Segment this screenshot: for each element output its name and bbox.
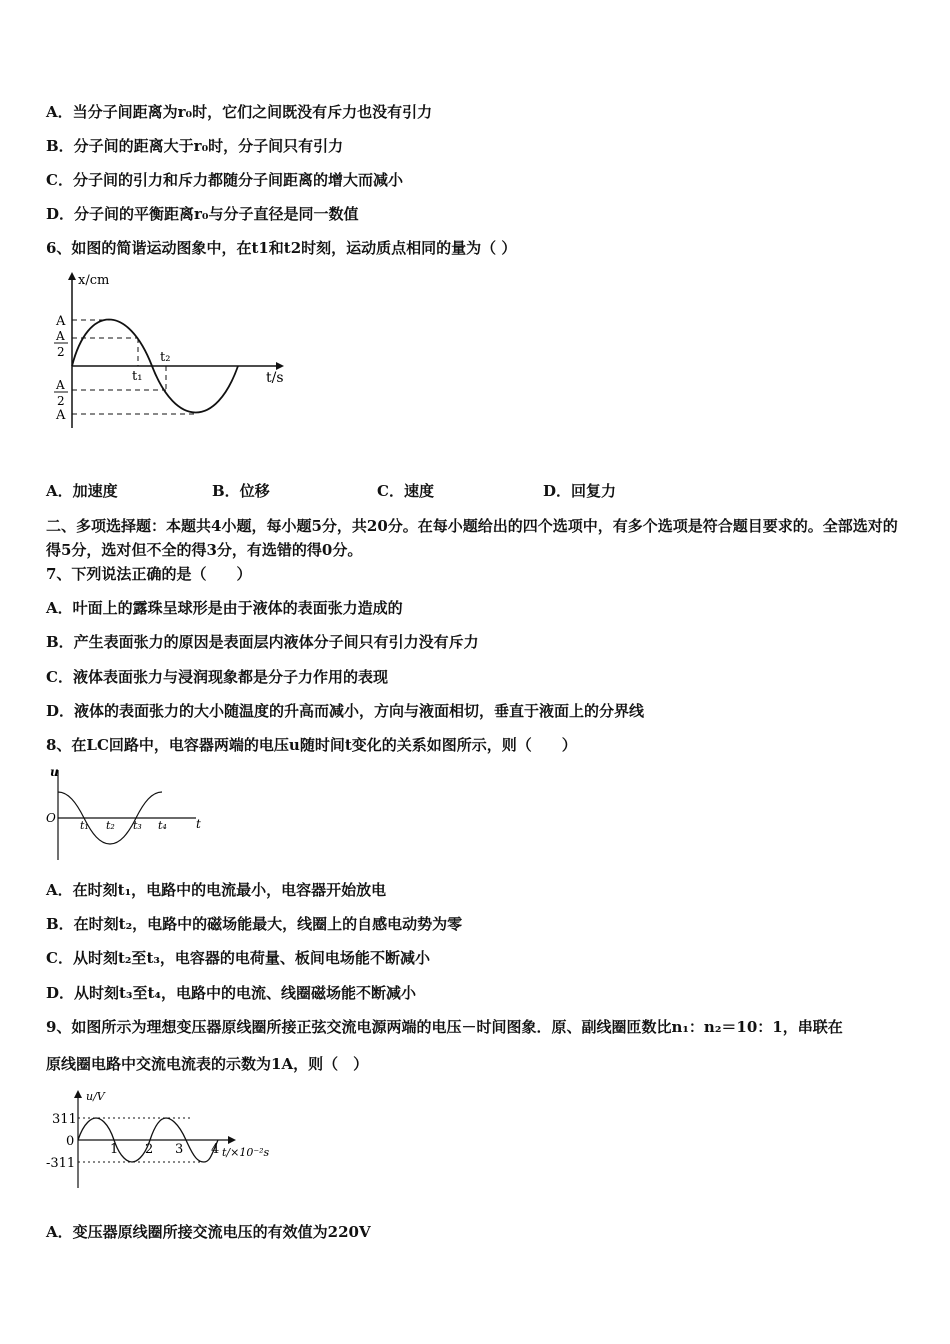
q6-x-label: t/s	[266, 370, 284, 386]
q6-option-b: B．位移	[212, 482, 270, 500]
q8-option-d: D．从时刻t₃至t₄，电路中的电流、线圈磁场能不断减小	[46, 984, 417, 1002]
q6-label-neg-A: A	[56, 408, 66, 423]
q9-tick-1: 1	[110, 1142, 119, 1157]
q9-stem-line2: 原线圈电路中交流电流表的示数为1A，则（ ）	[46, 1055, 369, 1073]
q9-tick-4: 4	[211, 1142, 220, 1157]
q9-x-arrow	[228, 1136, 236, 1144]
q6-option-a: A．加速度	[46, 482, 118, 500]
q7-option-a: A．叶面上的露珠呈球形是由于液体的表面张力造成的	[46, 599, 403, 617]
q8-option-a: A．在时刻t₁，电路中的电流最小，电容器开始放电	[46, 881, 387, 899]
q6-y-label: x/cm	[78, 273, 110, 288]
q7-option-b: B．产生表面张力的原因是表面层内液体分子间只有引力没有斥力	[46, 633, 479, 651]
q8-x-label: t	[196, 817, 201, 831]
q8-option-b: B．在时刻t₂，电路中的磁场能最大，线圈上的自感电动势为零	[46, 915, 463, 933]
q6-label-neg-halfA-den: 2	[57, 394, 65, 408]
q6-y-arrow	[68, 272, 76, 280]
q6-x-arrow	[276, 362, 284, 370]
q7-stem: 7、下列说法正确的是（ ）	[46, 565, 252, 583]
q9-option-a: A．变压器原线圈所接交流电压的有效值为220V	[46, 1223, 371, 1241]
q9-label-min: -311	[46, 1156, 76, 1171]
q6-label-halfA-den: 2	[57, 345, 65, 359]
q9-stem-line1: 9、如图所示为理想变压器原线圈所接正弦交流电源两端的电压－时间图象．原、副线圈匝数比n₁：n₂＝10：1，串联在	[46, 1018, 843, 1036]
q9-label-zero: 0	[66, 1134, 75, 1149]
q6-label-A: A	[56, 314, 66, 329]
q6-stem: 6、如图的简谐运动图象中，在t1和t2时刻，运动质点相同的量为（ ）	[46, 239, 517, 257]
q6-shm-graph	[0, 268, 320, 438]
q8-origin-label: O	[46, 811, 56, 825]
q8-stem: 8、在LC回路中，电容器两端的电压u随时间t变化的关系如图所示，则（ ）	[46, 736, 577, 754]
q8-label-t3: t₃	[133, 819, 142, 832]
q6-label-halfA-num: A	[56, 329, 65, 343]
q5-option-b: B．分子间的距离大于r₀时，分子间只有引力	[46, 137, 344, 155]
q9-x-label: t/×10⁻²s	[222, 1146, 270, 1159]
q9-label-max: 311	[52, 1112, 77, 1127]
q6-label-neg-halfA-num: A	[56, 378, 65, 392]
q5-option-d: D．分子间的平衡距离r₀与分子直径是同一数值	[46, 205, 359, 223]
q9-y-arrow	[74, 1090, 82, 1098]
q9-tick-2: 2	[145, 1142, 154, 1157]
q9-y-label: u/V	[86, 1090, 105, 1103]
q7-option-c: C．液体表面张力与浸润现象都是分子力作用的表现	[46, 668, 388, 686]
q8-option-c: C．从时刻t₂至t₃，电容器的电荷量、板间电场能不断减小	[46, 949, 430, 967]
q5-option-c: C．分子间的引力和斥力都随分子间距离的增大而减小	[46, 171, 403, 189]
q6-option-c: C．速度	[377, 482, 434, 500]
q8-y-label: u	[50, 765, 59, 779]
section2-heading: 二、多项选择题：本题共4小题，每小题5分，共20分。在每小题给出的四个选项中，有多个选项是符合题目要求的。全部选对的得5分，选对但不全的得3分，有选错的得0分。	[46, 517, 898, 559]
q8-label-t1: t₁	[80, 819, 89, 832]
q5-option-a: A．当分子间距离为r₀时，它们之间既没有斥力也没有引力	[46, 103, 433, 121]
q8-label-t4: t₄	[158, 819, 167, 832]
q8-label-t2: t₂	[106, 819, 115, 832]
q8-lc-graph	[0, 762, 230, 870]
q6-label-t2: t₂	[160, 350, 171, 365]
q7-option-d: D．液体的表面张力的大小随温度的升高而减小，方向与液面相切，垂直于液面上的分界线	[46, 702, 645, 720]
q9-voltage-graph	[0, 1088, 290, 1194]
q6-option-d: D．回复力	[543, 482, 617, 500]
q9-tick-3: 3	[175, 1142, 184, 1157]
q6-label-t1: t₁	[132, 369, 143, 384]
